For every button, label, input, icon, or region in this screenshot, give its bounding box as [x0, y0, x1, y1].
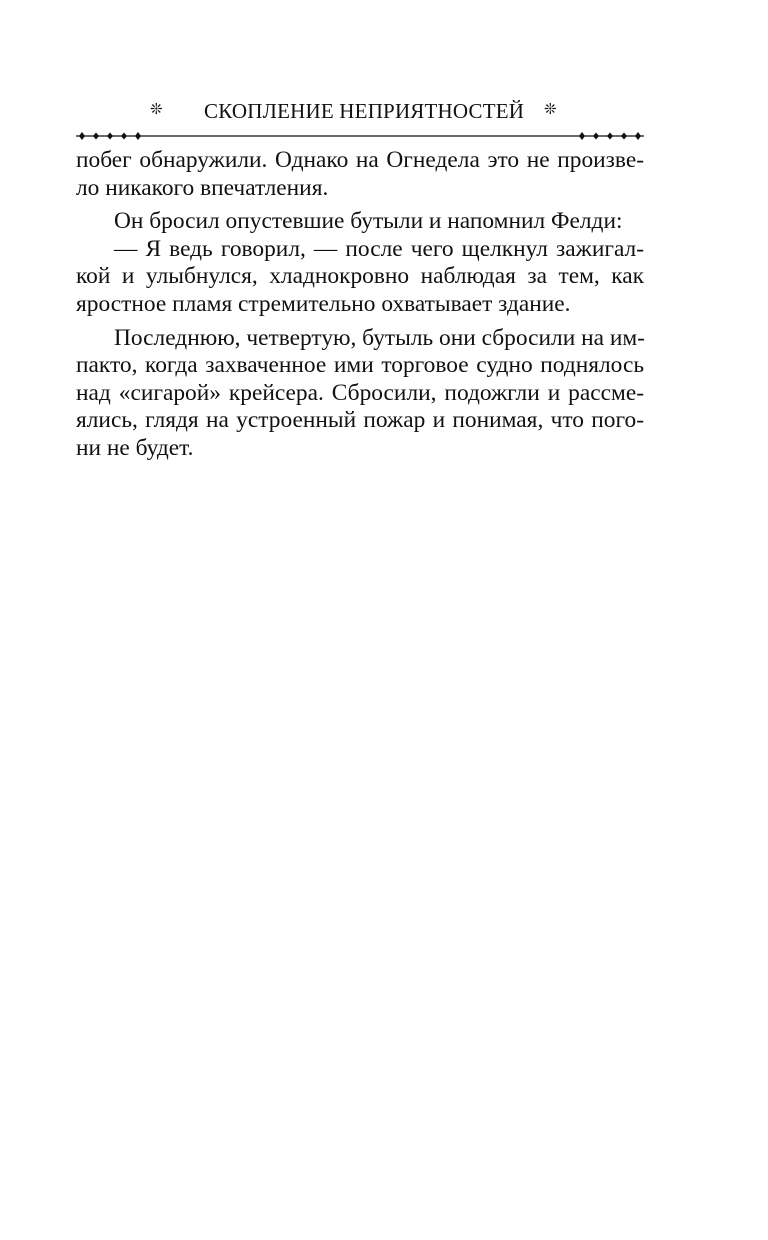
text-line: — Я ведь говорил, — после чего щелкнул зажигал- — [114, 235, 644, 262]
text-line: побег обнаружили. Однако на Огнедела это не произве- — [76, 147, 644, 173]
star-ornament-icon: ❊ — [150, 102, 163, 118]
paragraph — [76, 147, 644, 202]
paragraph — [76, 208, 644, 236]
text-line: ло никакого впечатления. — [76, 174, 329, 201]
running-header-title: СКОПЛЕНИЕ НЕПРИЯТНОСТЕЙ — [204, 99, 525, 123]
text-line: ялись, глядя на устроенный пожар и понимая, что пого- — [76, 407, 644, 434]
paragraph — [76, 325, 644, 463]
text-line: Последнюю, четвертую, бутыль они сбросили на им- — [114, 324, 645, 351]
running-header — [76, 98, 644, 128]
text-line: пакто, когда захваченное ими торговое судно поднялось — [76, 352, 644, 379]
text-line: яростное пламя стремительно охватывает здание. — [76, 290, 571, 317]
text-line: ни не будет. — [76, 434, 194, 461]
body-text — [76, 147, 644, 469]
paragraph — [76, 236, 644, 319]
star-ornament-icon: ❊ — [544, 102, 557, 118]
text-line: Он бросил опустевшие бутыли и напомнил Фелди: — [114, 208, 623, 235]
diamond-rule-icon — [76, 130, 644, 142]
text-line: кой и улыбнулся, хладнокровно наблюдая за тем, как — [76, 263, 644, 290]
text-line: над «сигарой» крейсера. Сбросили, подожгли и рассме- — [76, 379, 644, 406]
decorative-rule — [76, 130, 644, 142]
